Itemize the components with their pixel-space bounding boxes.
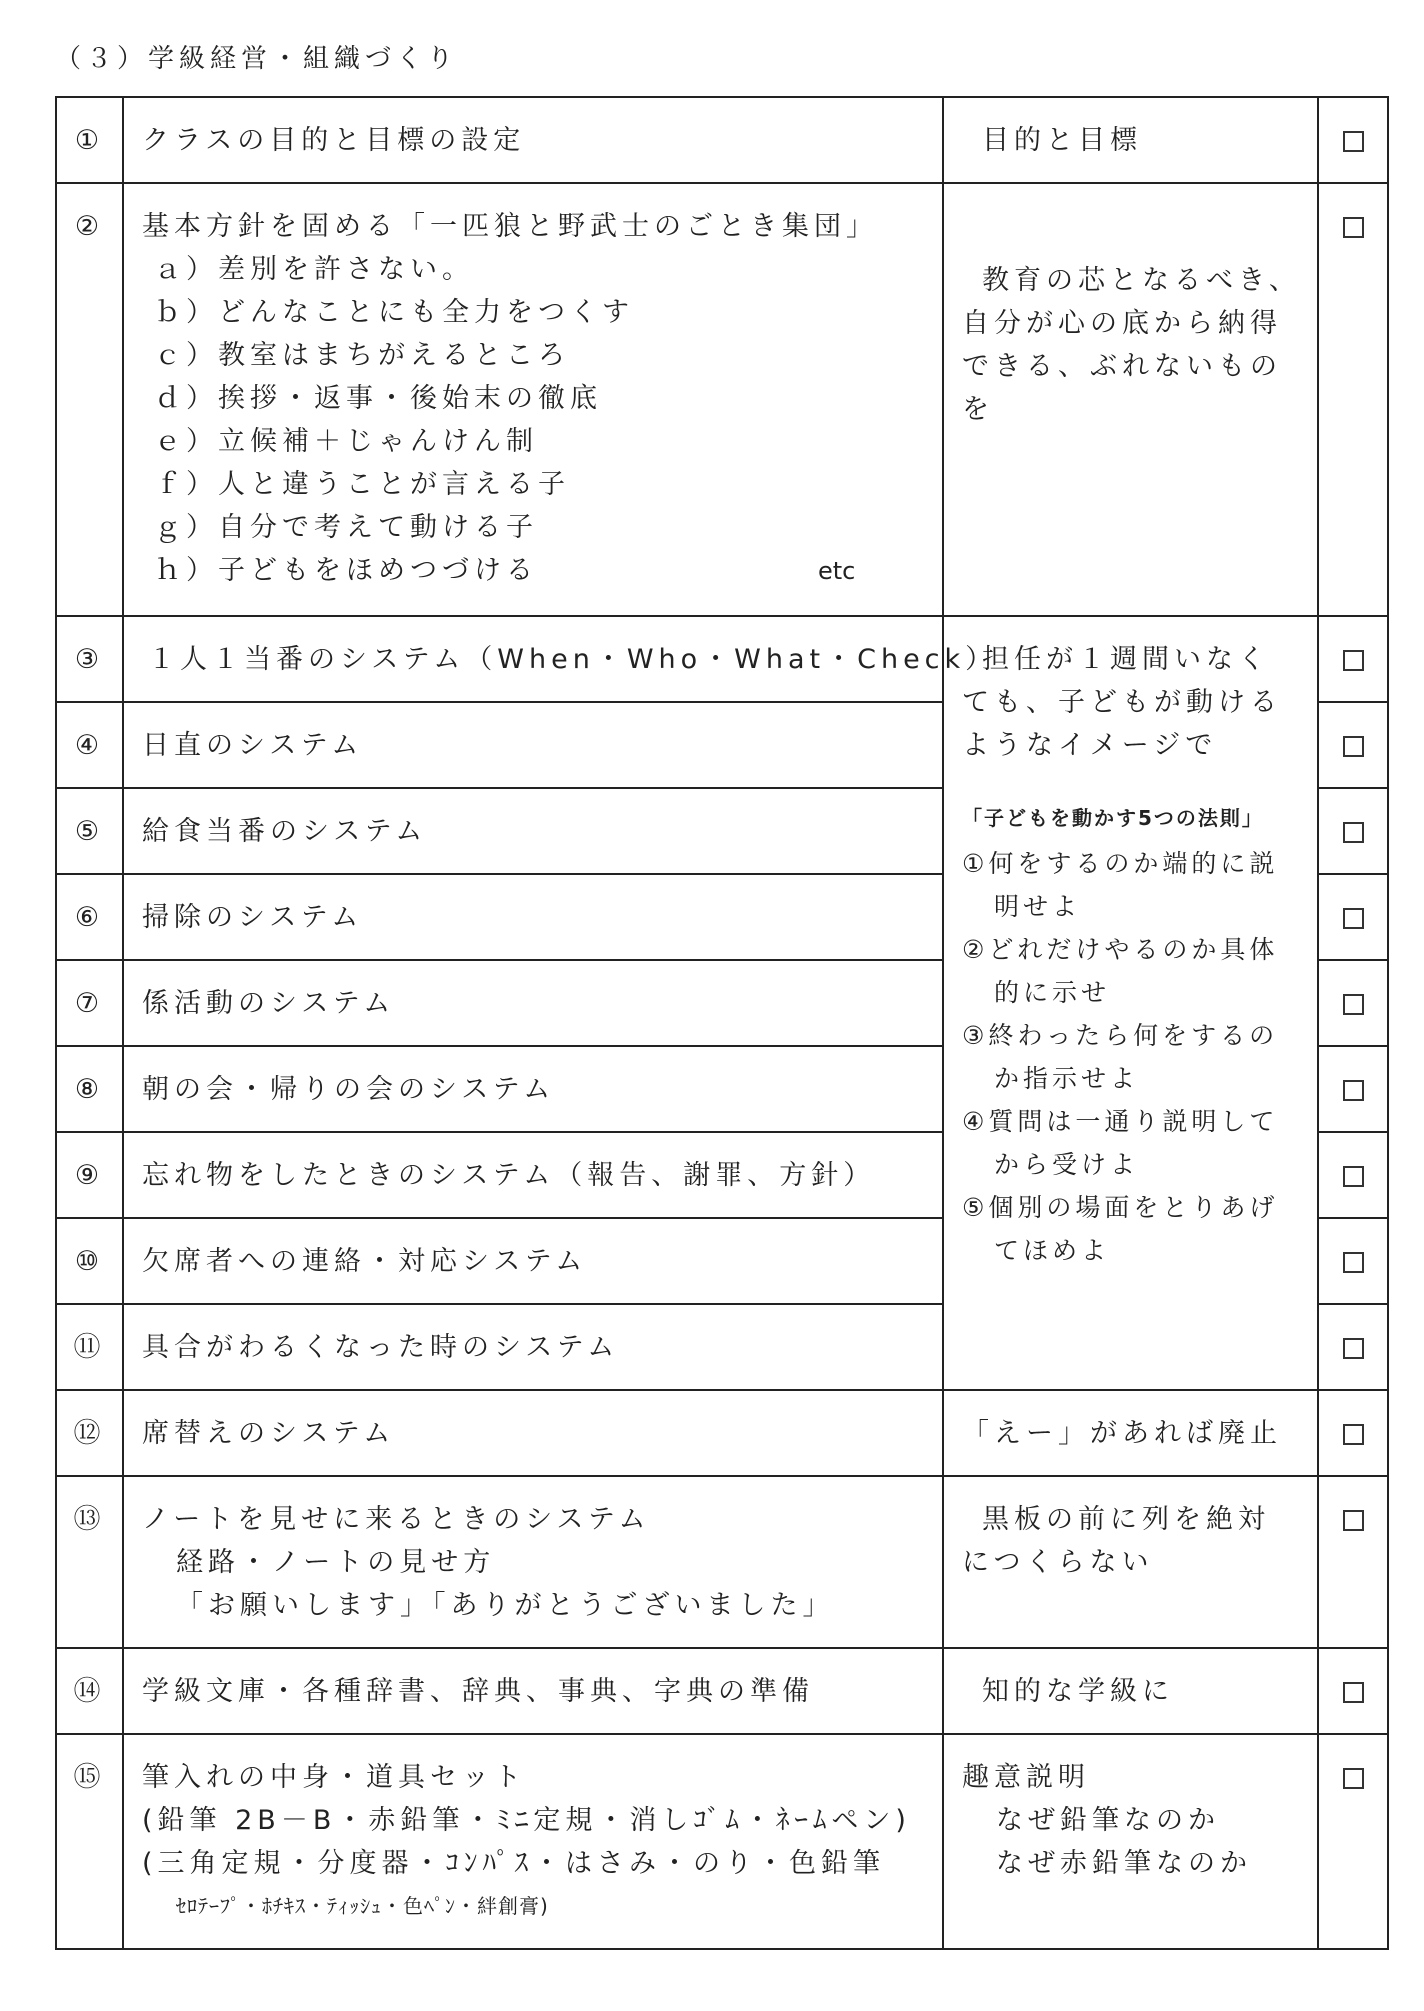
item-text: 基本方針を固める「一匹狼と野武士のごとき集団」 bbox=[142, 211, 878, 242]
item-text: 朝の会・帰りの会のシステム bbox=[142, 1074, 556, 1105]
row-number: ③ bbox=[56, 616, 123, 702]
policy-item: ｅ）立候補＋じゃんけん制 bbox=[154, 426, 538, 457]
item-text: 給食当番のシステム bbox=[142, 816, 428, 847]
note-text: 教育の芯となるべき、 bbox=[982, 265, 1301, 296]
note-cell bbox=[943, 1734, 1318, 1949]
rule-item: ③終わったら何をするの bbox=[962, 1021, 1279, 1050]
item-cell bbox=[123, 1132, 943, 1218]
item-cell bbox=[123, 1476, 943, 1648]
item-text: 日直のシステム bbox=[142, 730, 364, 761]
item-cell bbox=[123, 1734, 943, 1949]
square-icon bbox=[1343, 131, 1364, 152]
note-text: 知的な学級に bbox=[982, 1676, 1174, 1707]
row-number: ⑤ bbox=[56, 788, 123, 874]
note-text: なぜ赤鉛筆なのか bbox=[996, 1848, 1252, 1879]
square-icon bbox=[1343, 1424, 1364, 1445]
item-cell bbox=[123, 1648, 943, 1734]
checkbox[interactable] bbox=[1318, 1304, 1388, 1390]
item-text: 具合がわるくなった時のシステム bbox=[142, 1332, 620, 1363]
rule-item-cont: から受けよ bbox=[994, 1150, 1140, 1179]
square-icon bbox=[1343, 1338, 1364, 1359]
checkbox[interactable] bbox=[1318, 1476, 1388, 1648]
square-icon bbox=[1343, 1252, 1364, 1273]
table-row bbox=[56, 97, 1388, 183]
item-text: 掃除のシステム bbox=[142, 902, 364, 933]
etc-label: etc bbox=[818, 557, 856, 585]
item-text-sub: 経路・ノートの見せ方 bbox=[176, 1547, 496, 1578]
note-text: できる、ぶれないもの bbox=[962, 351, 1282, 382]
item-cell bbox=[123, 1046, 943, 1132]
policy-item: ａ）差別を許さない。 bbox=[154, 254, 474, 285]
item-text: 欠席者への連絡・対応システム bbox=[142, 1246, 588, 1277]
table-row bbox=[56, 183, 1388, 616]
square-icon bbox=[1343, 1080, 1364, 1101]
square-icon bbox=[1343, 650, 1364, 671]
row-number: ⑬ bbox=[56, 1476, 123, 1648]
checkbox[interactable] bbox=[1318, 960, 1388, 1046]
item-text: クラスの目的と目標の設定 bbox=[142, 125, 526, 156]
rule-item: ①何をするのか端的に説 bbox=[962, 849, 1279, 878]
table-row bbox=[56, 1390, 1388, 1476]
policy-item: ｇ）自分で考えて動ける子 bbox=[154, 512, 538, 543]
checkbox[interactable] bbox=[1318, 702, 1388, 788]
square-icon bbox=[1343, 1768, 1364, 1789]
checkbox[interactable] bbox=[1318, 616, 1388, 702]
note-text: ても、子どもが動ける bbox=[962, 687, 1282, 718]
note-cell bbox=[943, 97, 1318, 183]
rules-title: 「子どもを動かす5つの法則」 bbox=[962, 806, 1264, 830]
item-cell bbox=[123, 183, 943, 616]
item-text: ノートを見せに来るときのシステム bbox=[142, 1504, 651, 1535]
note-cell bbox=[943, 1648, 1318, 1734]
item-text-sub: ｾﾛﾃｰﾌﾟ・ﾎﾁｷｽ・ﾃｨｯｼｭ・色ﾍﾟﾝ・絆創膏) bbox=[176, 1894, 549, 1918]
rule-item: ⑤個別の場面をとりあげ bbox=[962, 1193, 1279, 1222]
policy-item: ｄ）挨拶・返事・後始末の徹底 bbox=[154, 383, 602, 414]
checkbox[interactable] bbox=[1318, 1046, 1388, 1132]
item-text: 学級文庫・各種辞書、辞典、事典、字典の準備 bbox=[142, 1676, 814, 1707]
row-number: ⑦ bbox=[56, 960, 123, 1046]
checkbox[interactable] bbox=[1318, 1390, 1388, 1476]
checkbox[interactable] bbox=[1318, 874, 1388, 960]
rule-item-cont: 的に示せ bbox=[994, 978, 1111, 1007]
table-row bbox=[56, 1734, 1388, 1949]
item-cell bbox=[123, 702, 943, 788]
item-cell bbox=[123, 1218, 943, 1304]
square-icon bbox=[1343, 1682, 1364, 1703]
row-number: ⑭ bbox=[56, 1648, 123, 1734]
row-number: ⑥ bbox=[56, 874, 123, 960]
item-text: 忘れ物をしたときのシステム（報告、謝罪、方針） bbox=[142, 1160, 876, 1191]
note-text: を bbox=[962, 394, 994, 425]
rule-item-cont: 明せよ bbox=[994, 892, 1082, 921]
rule-item: ④質問は一通り説明して bbox=[962, 1107, 1279, 1136]
note-cell-systems bbox=[943, 616, 1318, 1390]
note-text: 黒板の前に列を絶対 bbox=[982, 1504, 1270, 1535]
note-text: ようなイメージで bbox=[962, 730, 1218, 761]
square-icon bbox=[1343, 736, 1364, 757]
note-text: なぜ鉛筆なのか bbox=[996, 1805, 1220, 1836]
square-icon bbox=[1343, 994, 1364, 1015]
policy-item: ｂ）どんなことにも全力をつくす bbox=[154, 297, 634, 328]
item-text: 係活動のシステム bbox=[142, 988, 396, 1019]
row-number: ⑫ bbox=[56, 1390, 123, 1476]
policy-item: ｆ）人と違うことが言える子 bbox=[154, 469, 570, 500]
note-text: 「えー」があれば廃止 bbox=[962, 1418, 1282, 1449]
item-cell bbox=[123, 1304, 943, 1390]
note-cell bbox=[943, 1476, 1318, 1648]
policy-item-text: ｈ）子どもをほめつづける bbox=[154, 555, 538, 586]
item-cell bbox=[123, 616, 998, 702]
section-heading: （３）学級経営・組織づくり bbox=[55, 44, 459, 74]
item-text: 席替えのシステム bbox=[142, 1418, 396, 1449]
row-number: ⑮ bbox=[56, 1734, 123, 1949]
row-number: ① bbox=[56, 97, 123, 183]
row-number: ④ bbox=[56, 702, 123, 788]
checkbox[interactable] bbox=[1318, 788, 1388, 874]
note-text: 自分が心の底から納得 bbox=[962, 308, 1282, 339]
item-cell bbox=[123, 960, 943, 1046]
table-row bbox=[56, 1476, 1388, 1648]
row-number: ⑪ bbox=[56, 1304, 123, 1390]
policy-item: ｃ）教室はまちがえるところ bbox=[154, 340, 570, 371]
item-cell bbox=[123, 874, 943, 960]
item-text-sub: 「お願いします」「ありがとうございました」 bbox=[176, 1590, 835, 1621]
checkbox[interactable] bbox=[1318, 1132, 1388, 1218]
item-text-sub: (三角定規・分度器・ｺﾝﾊﾟｽ・はさみ・のり・色鉛筆 bbox=[142, 1848, 886, 1879]
rule-item-cont: か指示せよ bbox=[994, 1064, 1140, 1093]
note-text: 担任が１週間いなく bbox=[982, 644, 1270, 675]
row-number: ⑨ bbox=[56, 1132, 123, 1218]
item-text: １人１当番のシステム（When・Who・What・Check） bbox=[148, 644, 998, 675]
note-text: 趣意説明 bbox=[962, 1762, 1090, 1793]
note-cell bbox=[943, 1390, 1318, 1476]
square-icon bbox=[1343, 908, 1364, 929]
note-text: 目的と目標 bbox=[982, 125, 1142, 156]
item-cell bbox=[123, 788, 943, 874]
row-number: ⑩ bbox=[56, 1218, 123, 1304]
checkbox[interactable] bbox=[1318, 97, 1388, 183]
rule-item: ②どれだけやるのか具体 bbox=[962, 935, 1279, 964]
row-number: ⑧ bbox=[56, 1046, 123, 1132]
checkbox[interactable] bbox=[1318, 1648, 1388, 1734]
checkbox[interactable] bbox=[1318, 183, 1388, 616]
item-cell bbox=[123, 1390, 943, 1476]
rule-item-cont: てほめよ bbox=[994, 1236, 1111, 1265]
row-number: ② bbox=[56, 183, 123, 616]
checkbox[interactable] bbox=[1318, 1218, 1388, 1304]
square-icon bbox=[1343, 822, 1364, 843]
square-icon bbox=[1343, 1510, 1364, 1531]
checklist-table bbox=[55, 96, 1389, 1950]
note-text: につくらない bbox=[962, 1547, 1154, 1578]
square-icon bbox=[1343, 1166, 1364, 1187]
item-cell bbox=[123, 97, 943, 183]
item-text-sub: (鉛筆 2B－B・赤鉛筆・ﾐﾆ定規・消しｺﾞﾑ・ﾈｰﾑペン) bbox=[142, 1805, 911, 1836]
checkbox[interactable] bbox=[1318, 1734, 1388, 1949]
note-cell bbox=[943, 183, 1318, 616]
item-text: 筆入れの中身・道具セット bbox=[142, 1762, 526, 1793]
table-row bbox=[56, 616, 1388, 702]
table-row bbox=[56, 1648, 1388, 1734]
policy-item bbox=[142, 549, 934, 593]
square-icon bbox=[1343, 217, 1364, 238]
